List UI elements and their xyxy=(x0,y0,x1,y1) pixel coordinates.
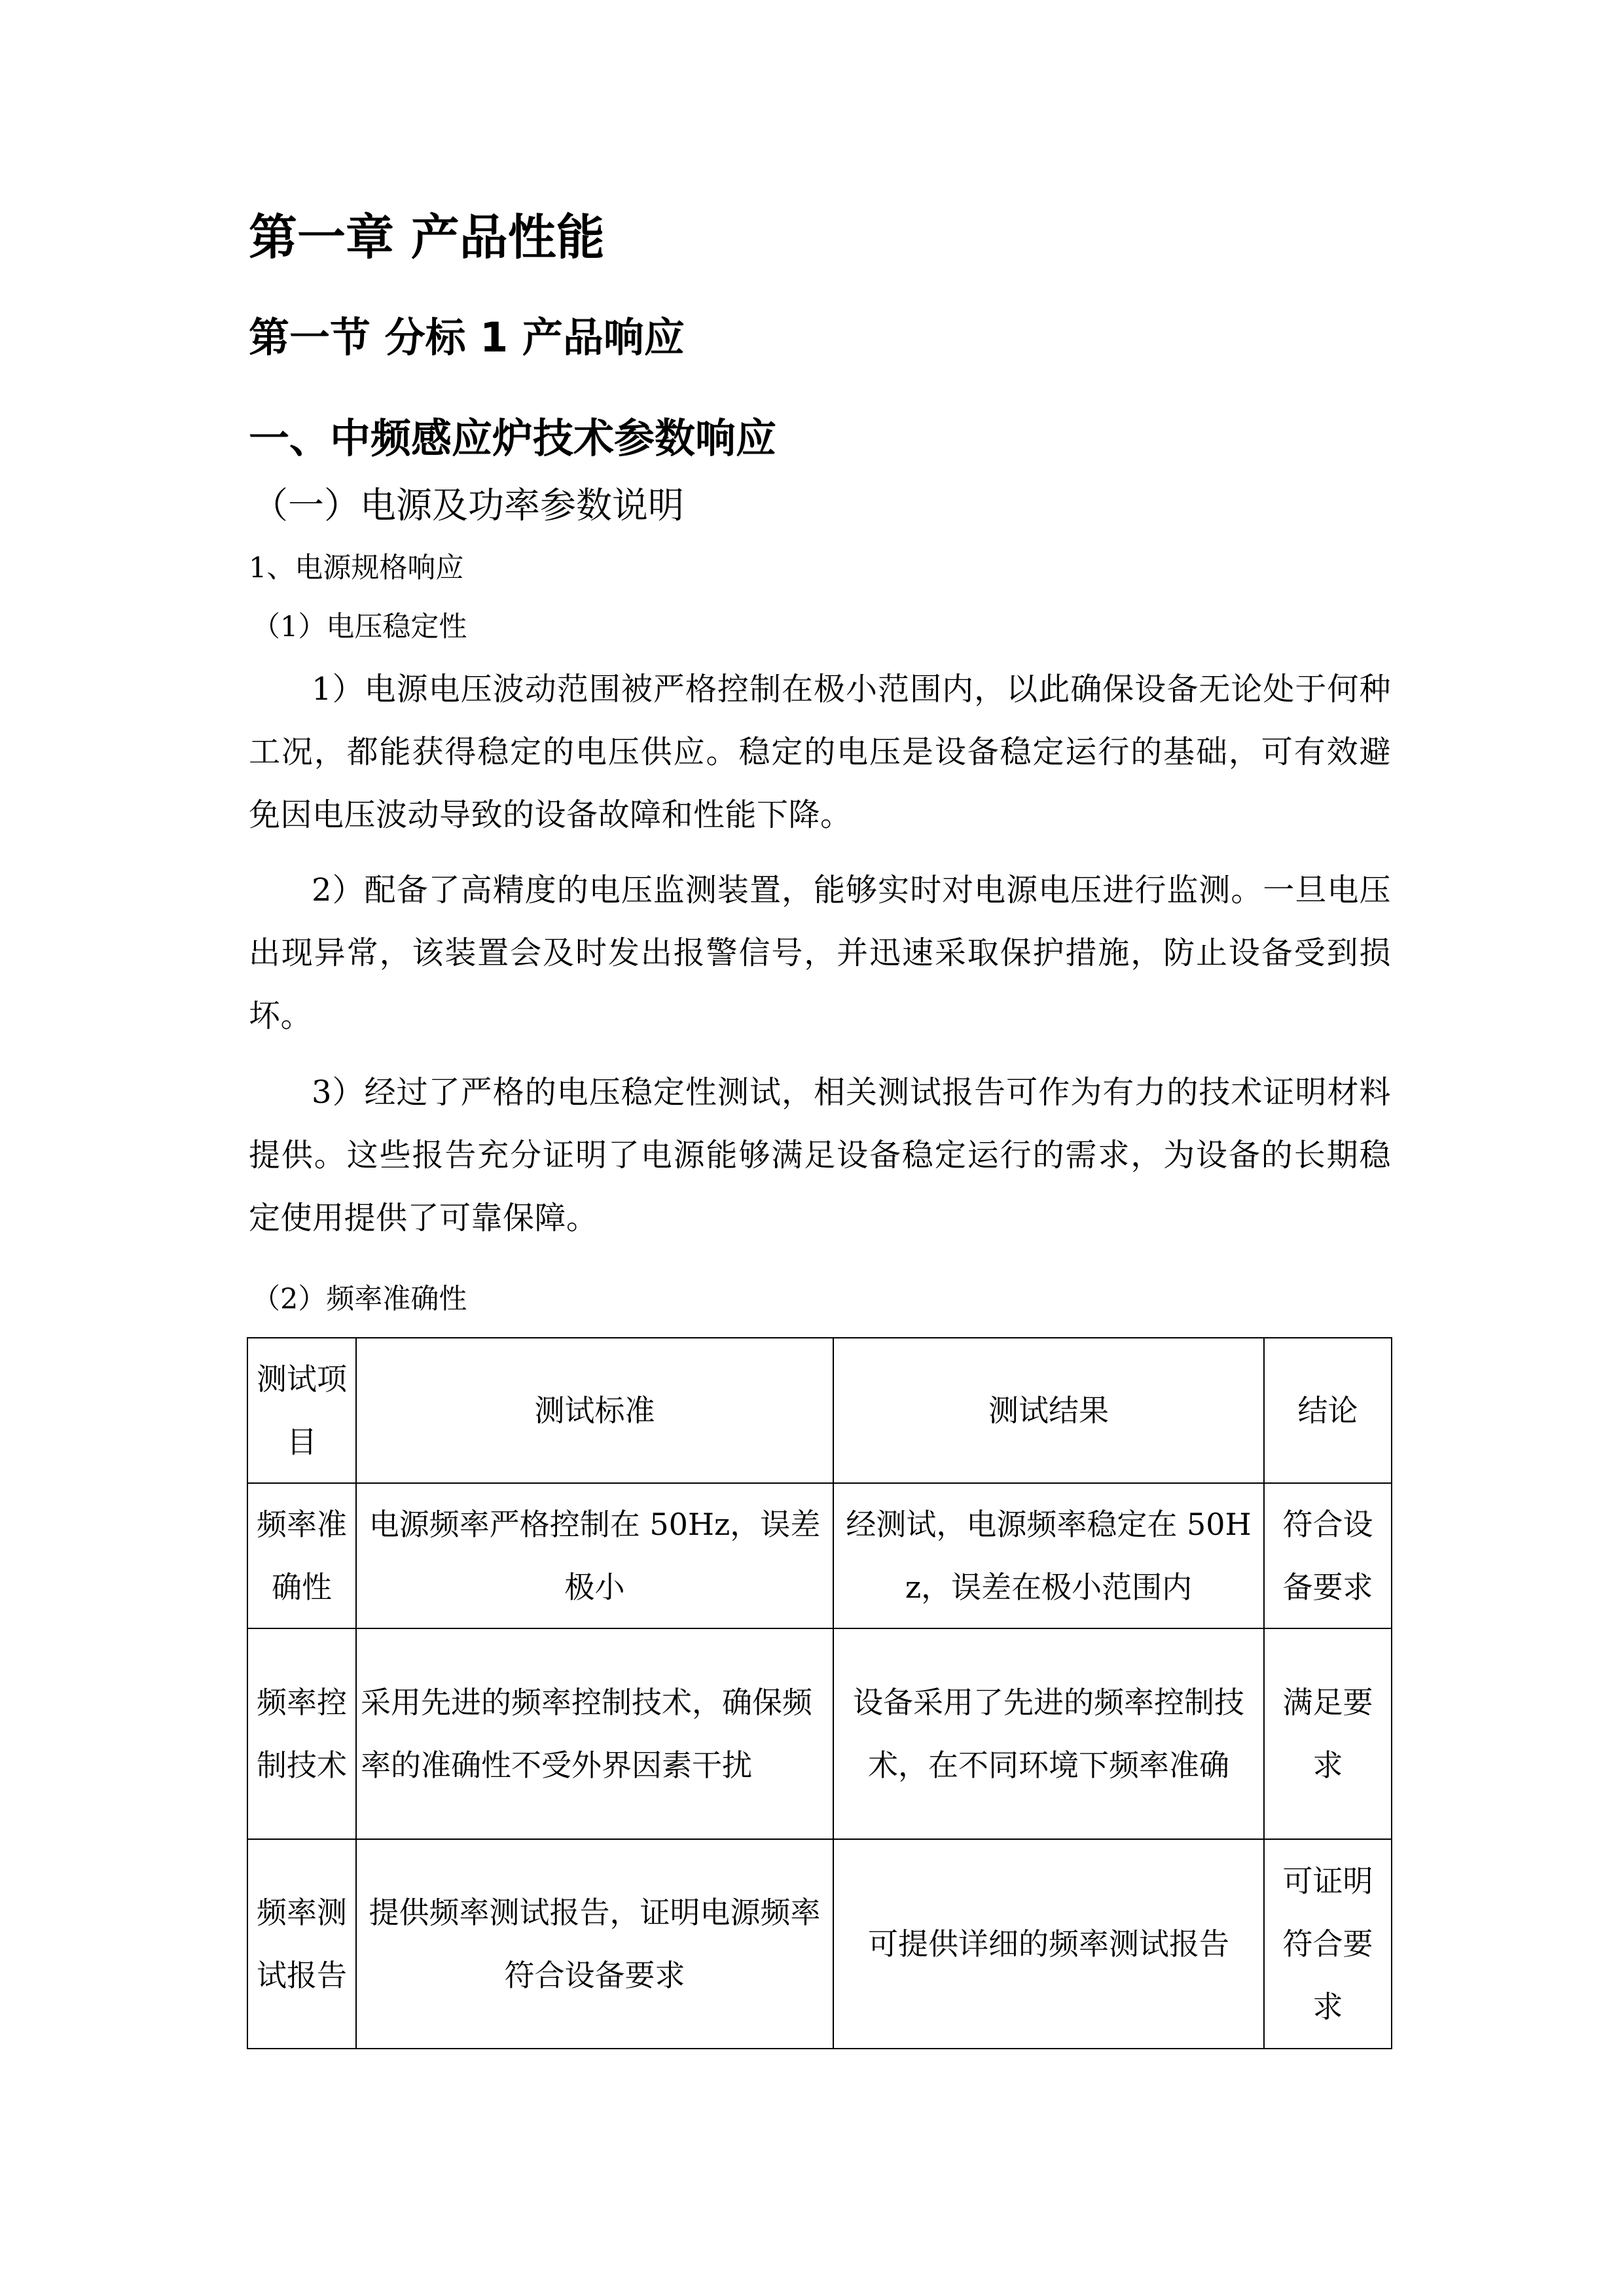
subitem-voltage-title: （1）电压稳定性 xyxy=(252,611,467,643)
cell-test-standard: 电源频率严格控制在 50Hz，误差极小 xyxy=(356,1483,833,1628)
cell-test-item: 频率控制技术 xyxy=(247,1628,356,1839)
table-row xyxy=(247,1628,1392,1839)
paragraph-voltage-monitoring: 2）配备了高精度的电压监测装置，能够实时对电源电压进行监测。一旦电压出现异常，该装置会及时发出报警信号，并迅速采取保护措施，防止设备受到损坏。 xyxy=(249,872,1391,1034)
item-title: 1、电源规格响应 xyxy=(249,552,464,584)
header-test-standard: 测试标准 xyxy=(356,1338,833,1483)
cell-test-result: 经测试，电源频率稳定在 50Hz，误差在极小范围内 xyxy=(833,1483,1264,1628)
cell-test-result: 设备采用了先进的频率控制技术，在不同环境下频率准确 xyxy=(833,1628,1264,1839)
table-header-row xyxy=(247,1338,1392,1483)
table-row xyxy=(247,1839,1392,2049)
header-test-result: 测试结果 xyxy=(833,1338,1264,1483)
frequency-accuracy-table xyxy=(247,1337,1392,2049)
table-row xyxy=(247,1483,1392,1628)
header-conclusion: 结论 xyxy=(1264,1338,1392,1483)
paragraph-voltage-range: 1）电源电压波动范围被严格控制在极小范围内，以此确保设备无论处于何种工况，都能获得稳定的电压供应。稳定的电压是设备稳定运行的基础，可有效避免因电压波动导致的设备故障和性能下降。 xyxy=(249,671,1391,833)
cell-test-item: 频率准确性 xyxy=(247,1483,356,1628)
subsubsection-title: （一）电源及功率参数说明 xyxy=(252,484,685,526)
subitem-frequency-title: （2）频率准确性 xyxy=(252,1283,467,1316)
cell-conclusion: 满足要求 xyxy=(1264,1628,1392,1839)
chapter-title: 第一章 产品性能 xyxy=(249,209,605,266)
subsection-title: 一、中频感应炉技术参数响应 xyxy=(249,414,777,462)
cell-test-result: 可提供详细的频率测试报告 xyxy=(833,1839,1264,2049)
paragraph-voltage-testing: 3）经过了严格的电压稳定性测试，相关测试报告可作为有力的技术证明材料提供。这些报告充分证明了电源能够满足设备稳定运行的需求，为设备的长期稳定使用提供了可靠保障。 xyxy=(249,1074,1391,1236)
cell-test-item: 频率测试报告 xyxy=(247,1839,356,2049)
section-title: 第一节 分标 1 产品响应 xyxy=(249,314,685,361)
cell-conclusion: 可证明符合要求 xyxy=(1264,1839,1392,2049)
cell-test-standard: 提供频率测试报告，证明电源频率符合设备要求 xyxy=(356,1839,833,2049)
header-test-item: 测试项目 xyxy=(247,1338,356,1483)
cell-conclusion: 符合设备要求 xyxy=(1264,1483,1392,1628)
cell-test-standard: 采用先进的频率控制技术，确保频率的准确性不受外界因素干扰 xyxy=(356,1628,833,1839)
